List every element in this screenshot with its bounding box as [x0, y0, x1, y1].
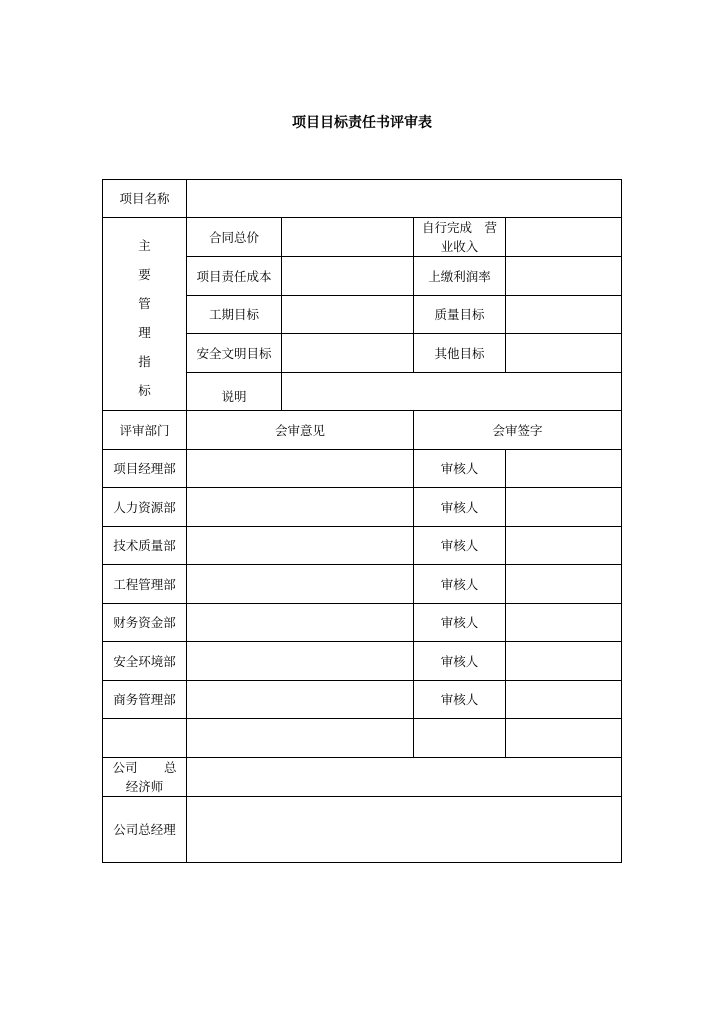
- quality-goal-value[interactable]: [506, 296, 621, 333]
- safety-goal-label: 安全文明目标: [196, 345, 272, 361]
- schedule-goal-value[interactable]: [282, 296, 413, 333]
- indicator-char: 主: [138, 238, 151, 253]
- chief-economist-field[interactable]: [187, 758, 621, 796]
- chief-economist-part3: 经济师: [125, 779, 164, 794]
- indicator-char: 标: [138, 383, 151, 398]
- dept-name: 项目经理部: [113, 461, 176, 476]
- contract-total-label: 合同总价: [208, 229, 259, 245]
- dept-reviewer-label: 审核人: [440, 692, 479, 707]
- dept-reviewer-label: 审核人: [440, 615, 479, 630]
- other-goal-value[interactable]: [506, 334, 621, 372]
- chief-economist-label: [103, 758, 186, 796]
- dept-signature-field[interactable]: [506, 565, 621, 603]
- table-border-bottom: [102, 862, 622, 863]
- other-goal-label: 其他目标: [434, 345, 485, 361]
- dept-opinion-field[interactable]: [187, 681, 413, 718]
- note-value[interactable]: [282, 373, 621, 410]
- dept-reviewer-label: 审核人: [440, 461, 479, 476]
- dept-signature-field[interactable]: [506, 642, 621, 680]
- dept-reviewer-label: 审核人: [440, 653, 479, 669]
- note-label: 说明: [221, 388, 247, 404]
- dept-opinion-field[interactable]: [187, 527, 413, 564]
- dept-opinion-field[interactable]: [187, 488, 413, 526]
- dept-name: 人力资源部: [113, 499, 176, 515]
- table-border-right: [621, 179, 622, 863]
- indicator-char: 要: [138, 267, 151, 282]
- self-revenue-line1: 自行完成 营: [421, 220, 497, 235]
- dept-name: 财务资金部: [113, 615, 176, 630]
- general-manager-label: 公司总经理: [113, 822, 176, 837]
- dept-name: 工程管理部: [113, 576, 176, 592]
- dept-signature-field[interactable]: [506, 527, 621, 564]
- dept-reviewer-label: 审核人: [440, 538, 479, 553]
- dept-signature-field[interactable]: [506, 488, 621, 526]
- empty-opinion-cell[interactable]: [187, 719, 413, 757]
- self-revenue-label: [414, 218, 505, 256]
- empty-signature-cell[interactable]: [506, 719, 621, 757]
- dept-opinion-field[interactable]: [187, 565, 413, 603]
- review-opinion-header: 会审意见: [274, 422, 325, 438]
- chief-economist-part1: 公司: [112, 760, 138, 775]
- review-dept-header: 评审部门: [119, 422, 170, 438]
- general-manager-field[interactable]: [187, 797, 621, 862]
- dept-signature-field[interactable]: [506, 681, 621, 718]
- indicator-char: 管: [138, 296, 151, 311]
- safety-goal-value[interactable]: [282, 334, 413, 372]
- project-name-label: 项目名称: [119, 191, 170, 206]
- dept-signature-field[interactable]: [506, 604, 621, 641]
- dept-reviewer-label: 审核人: [440, 499, 479, 515]
- contract-total-value[interactable]: [282, 218, 413, 256]
- chief-economist-part2: 总: [163, 760, 177, 775]
- dept-reviewer-label: 审核人: [440, 576, 479, 592]
- profit-rate-label: 上缴利润率: [428, 268, 491, 284]
- key-indicators-label: [103, 218, 186, 410]
- project-name-value[interactable]: [187, 180, 621, 217]
- dept-signature-field[interactable]: [506, 450, 621, 487]
- project-cost-value[interactable]: [282, 257, 413, 295]
- project-cost-label: 项目责任成本: [196, 268, 272, 284]
- indicator-char: 理: [138, 325, 151, 340]
- quality-goal-label: 质量目标: [434, 307, 485, 322]
- chief-economist-line1: [113, 758, 177, 777]
- self-revenue-line2: 业收入: [440, 239, 479, 254]
- indicator-char: 指: [138, 354, 151, 369]
- dept-name: 技术质量部: [113, 538, 176, 553]
- dept-name: 安全环境部: [113, 653, 176, 669]
- dept-name: 商务管理部: [113, 692, 176, 707]
- dept-opinion-field[interactable]: [187, 642, 413, 680]
- dept-opinion-field[interactable]: [187, 450, 413, 487]
- empty-reviewer-cell[interactable]: [414, 719, 505, 757]
- self-revenue-value[interactable]: [506, 218, 621, 256]
- schedule-goal-label: 工期目标: [208, 307, 259, 322]
- empty-dept-cell[interactable]: [103, 719, 186, 757]
- form-title: 项目目标责任书评审表: [292, 115, 432, 131]
- profit-rate-value[interactable]: [506, 257, 621, 295]
- review-signature-header: 会审签字: [492, 422, 543, 438]
- dept-opinion-field[interactable]: [187, 604, 413, 641]
